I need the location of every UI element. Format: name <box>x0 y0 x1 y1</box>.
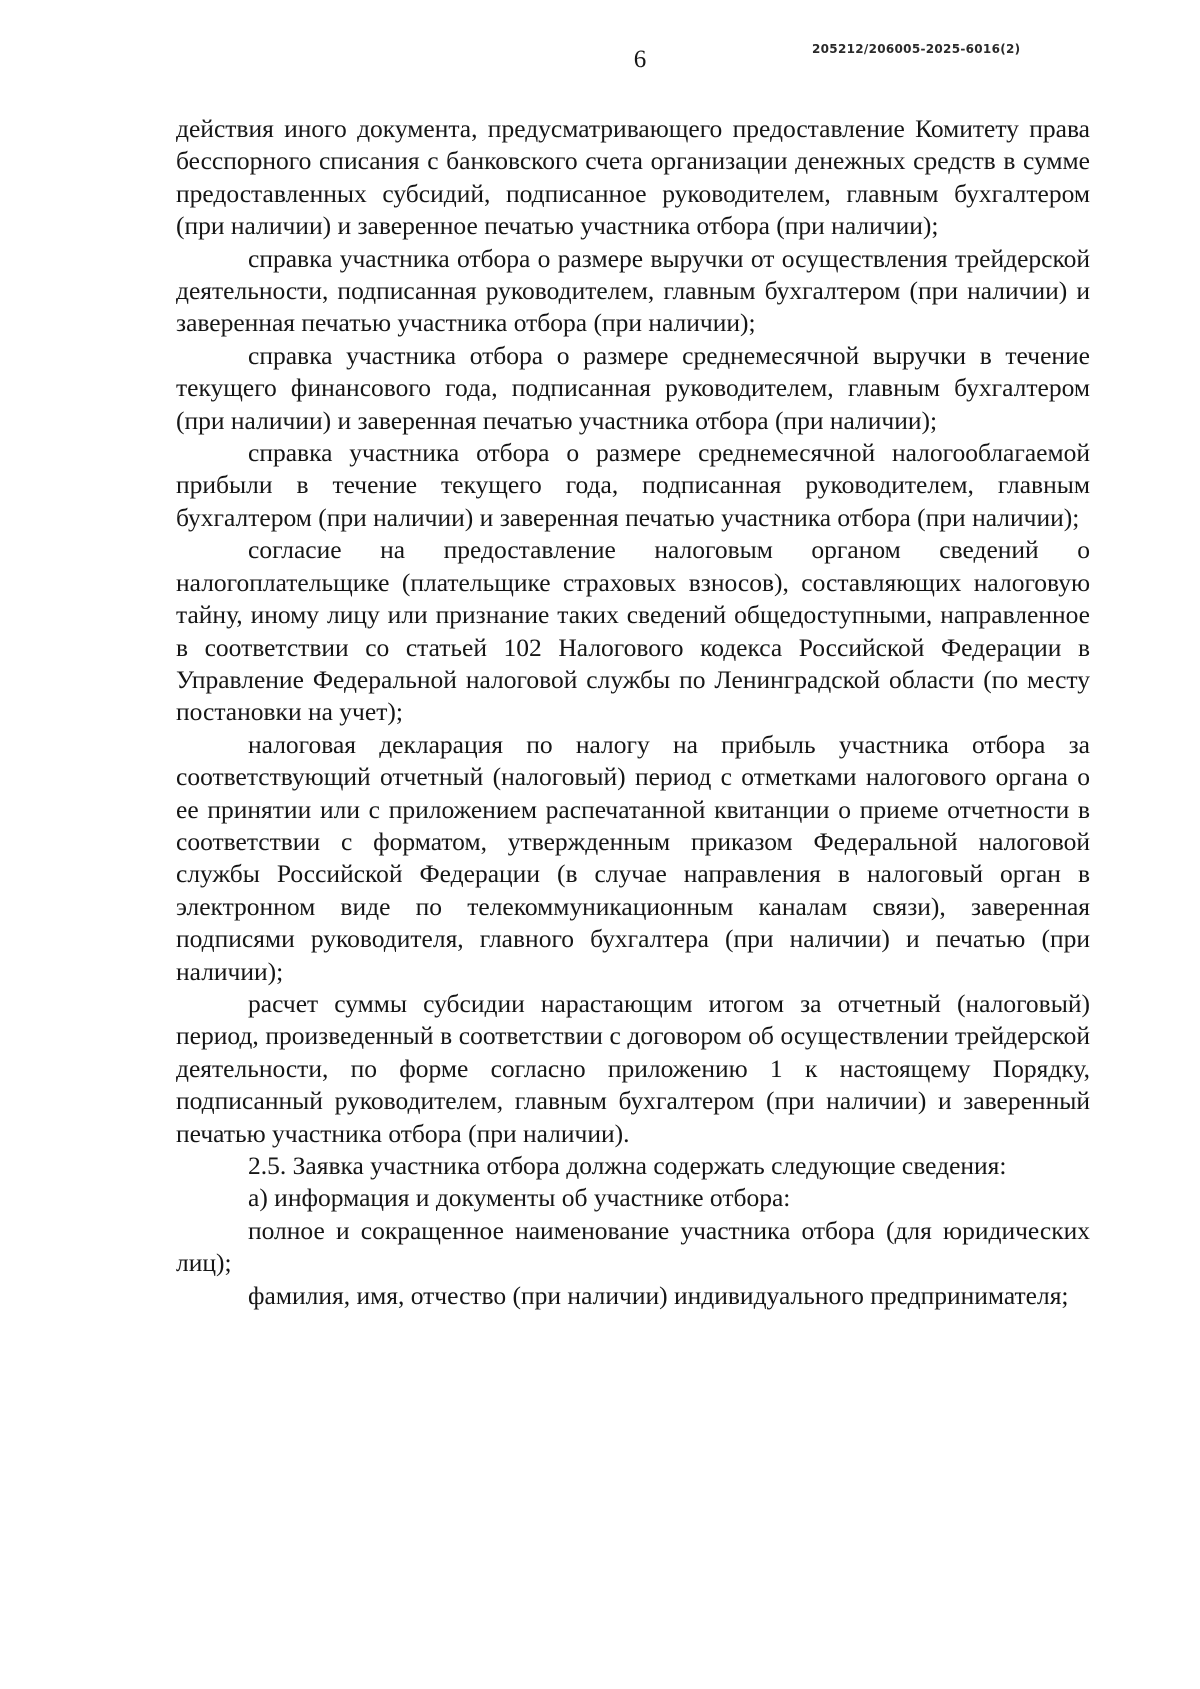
paragraph-full-name: полное и сокращенное наименование участника отбора (для юридических лиц); <box>176 1215 1090 1278</box>
paragraph-revenue-certificate: справка участника отбора о размере выручки от осуществления трейдерской деятельности, подписанная руководителем, главным бухгалтером (при наличии) и заверенная печатью участника отбора (при наличии); <box>176 243 1090 338</box>
document-body <box>176 113 1090 1312</box>
paragraph-taxable-profit-certificate: справка участника отбора о размере среднемесячной налогооблагаемой прибыли в течение текущего года, подписанная руководителем, главным бухгалтером (при наличии) и заверенная печатью участника отбора (при наличии); <box>176 438 1090 532</box>
page-number: 6 <box>633 46 647 73</box>
paragraph-tax-secrecy-consent: согласие на предоставление налоговым органом сведений о налогоплательщике (плательщике страховых взносов), составляющих налоговую тайну, иному лицу или признание таких сведений общедоступными, направленное в соответствии со статьей 102 Налогового кодекса Российской Федерации в Управление Федеральной налоговой службы по Ленинградской области (по месту постановки на учет); <box>176 535 1090 727</box>
paragraph-entrepreneur-name: фамилия, имя, отчество (при наличии) индивидуального предпринимателя; <box>248 1280 1069 1310</box>
paragraph-subsidy-calculation: расчет суммы субсидии нарастающим итогом за отчетный (налоговый) период, произведенный в соответствии с договором об осуществлении трейдерской деятельности, по форме согласно приложению 1 к настоящему Порядку, подписанный руководителем, главным бухгалтером (при наличии) и заверенный печатью участника отбора (при наличии). <box>176 988 1090 1148</box>
paragraph-continuation: действия иного документа, предусматривающего предоставление Комитету права бесспорного списания с банковского счета организации денежных средств в сумме предоставленных субсидий, подписанное руководителем, главным бухгалтером (при наличии) и заверенное печатью участника отбора (при наличии); <box>176 114 1090 241</box>
paragraph-subsection-a: а) информация и документы об участнике отбора: <box>248 1183 791 1213</box>
paragraph-section-2-5: 2.5. Заявка участника отбора должна содержать следующие сведения: <box>248 1151 1007 1180</box>
paragraph-tax-declaration: налоговая декларация по налогу на прибыль участника отбора за соответствующий отчетный (налоговый) период с отметками налогового органа о ее принятии или с приложением распечатанной квитанции о приеме отчетности в соответствии с форматом, утвержденным приказом Федеральной налоговой службы Российской Федерации (в случае направления в налоговый орган в электронном виде по телекоммуникационным каналам связи), заверенная подписями руководителя, главного бухгалтера (при наличии) и печатью (при наличии); <box>176 729 1090 986</box>
paragraph-average-revenue-certificate: справка участника отбора о размере среднемесячной выручки в течение текущего финансового года, подписанная руководителем, главным бухгалтером (при наличии) и заверенная печатью участника отбора (при наличии); <box>176 340 1090 435</box>
document-id-stamp: 205212/206005-2025-6016(2) <box>812 42 1021 56</box>
